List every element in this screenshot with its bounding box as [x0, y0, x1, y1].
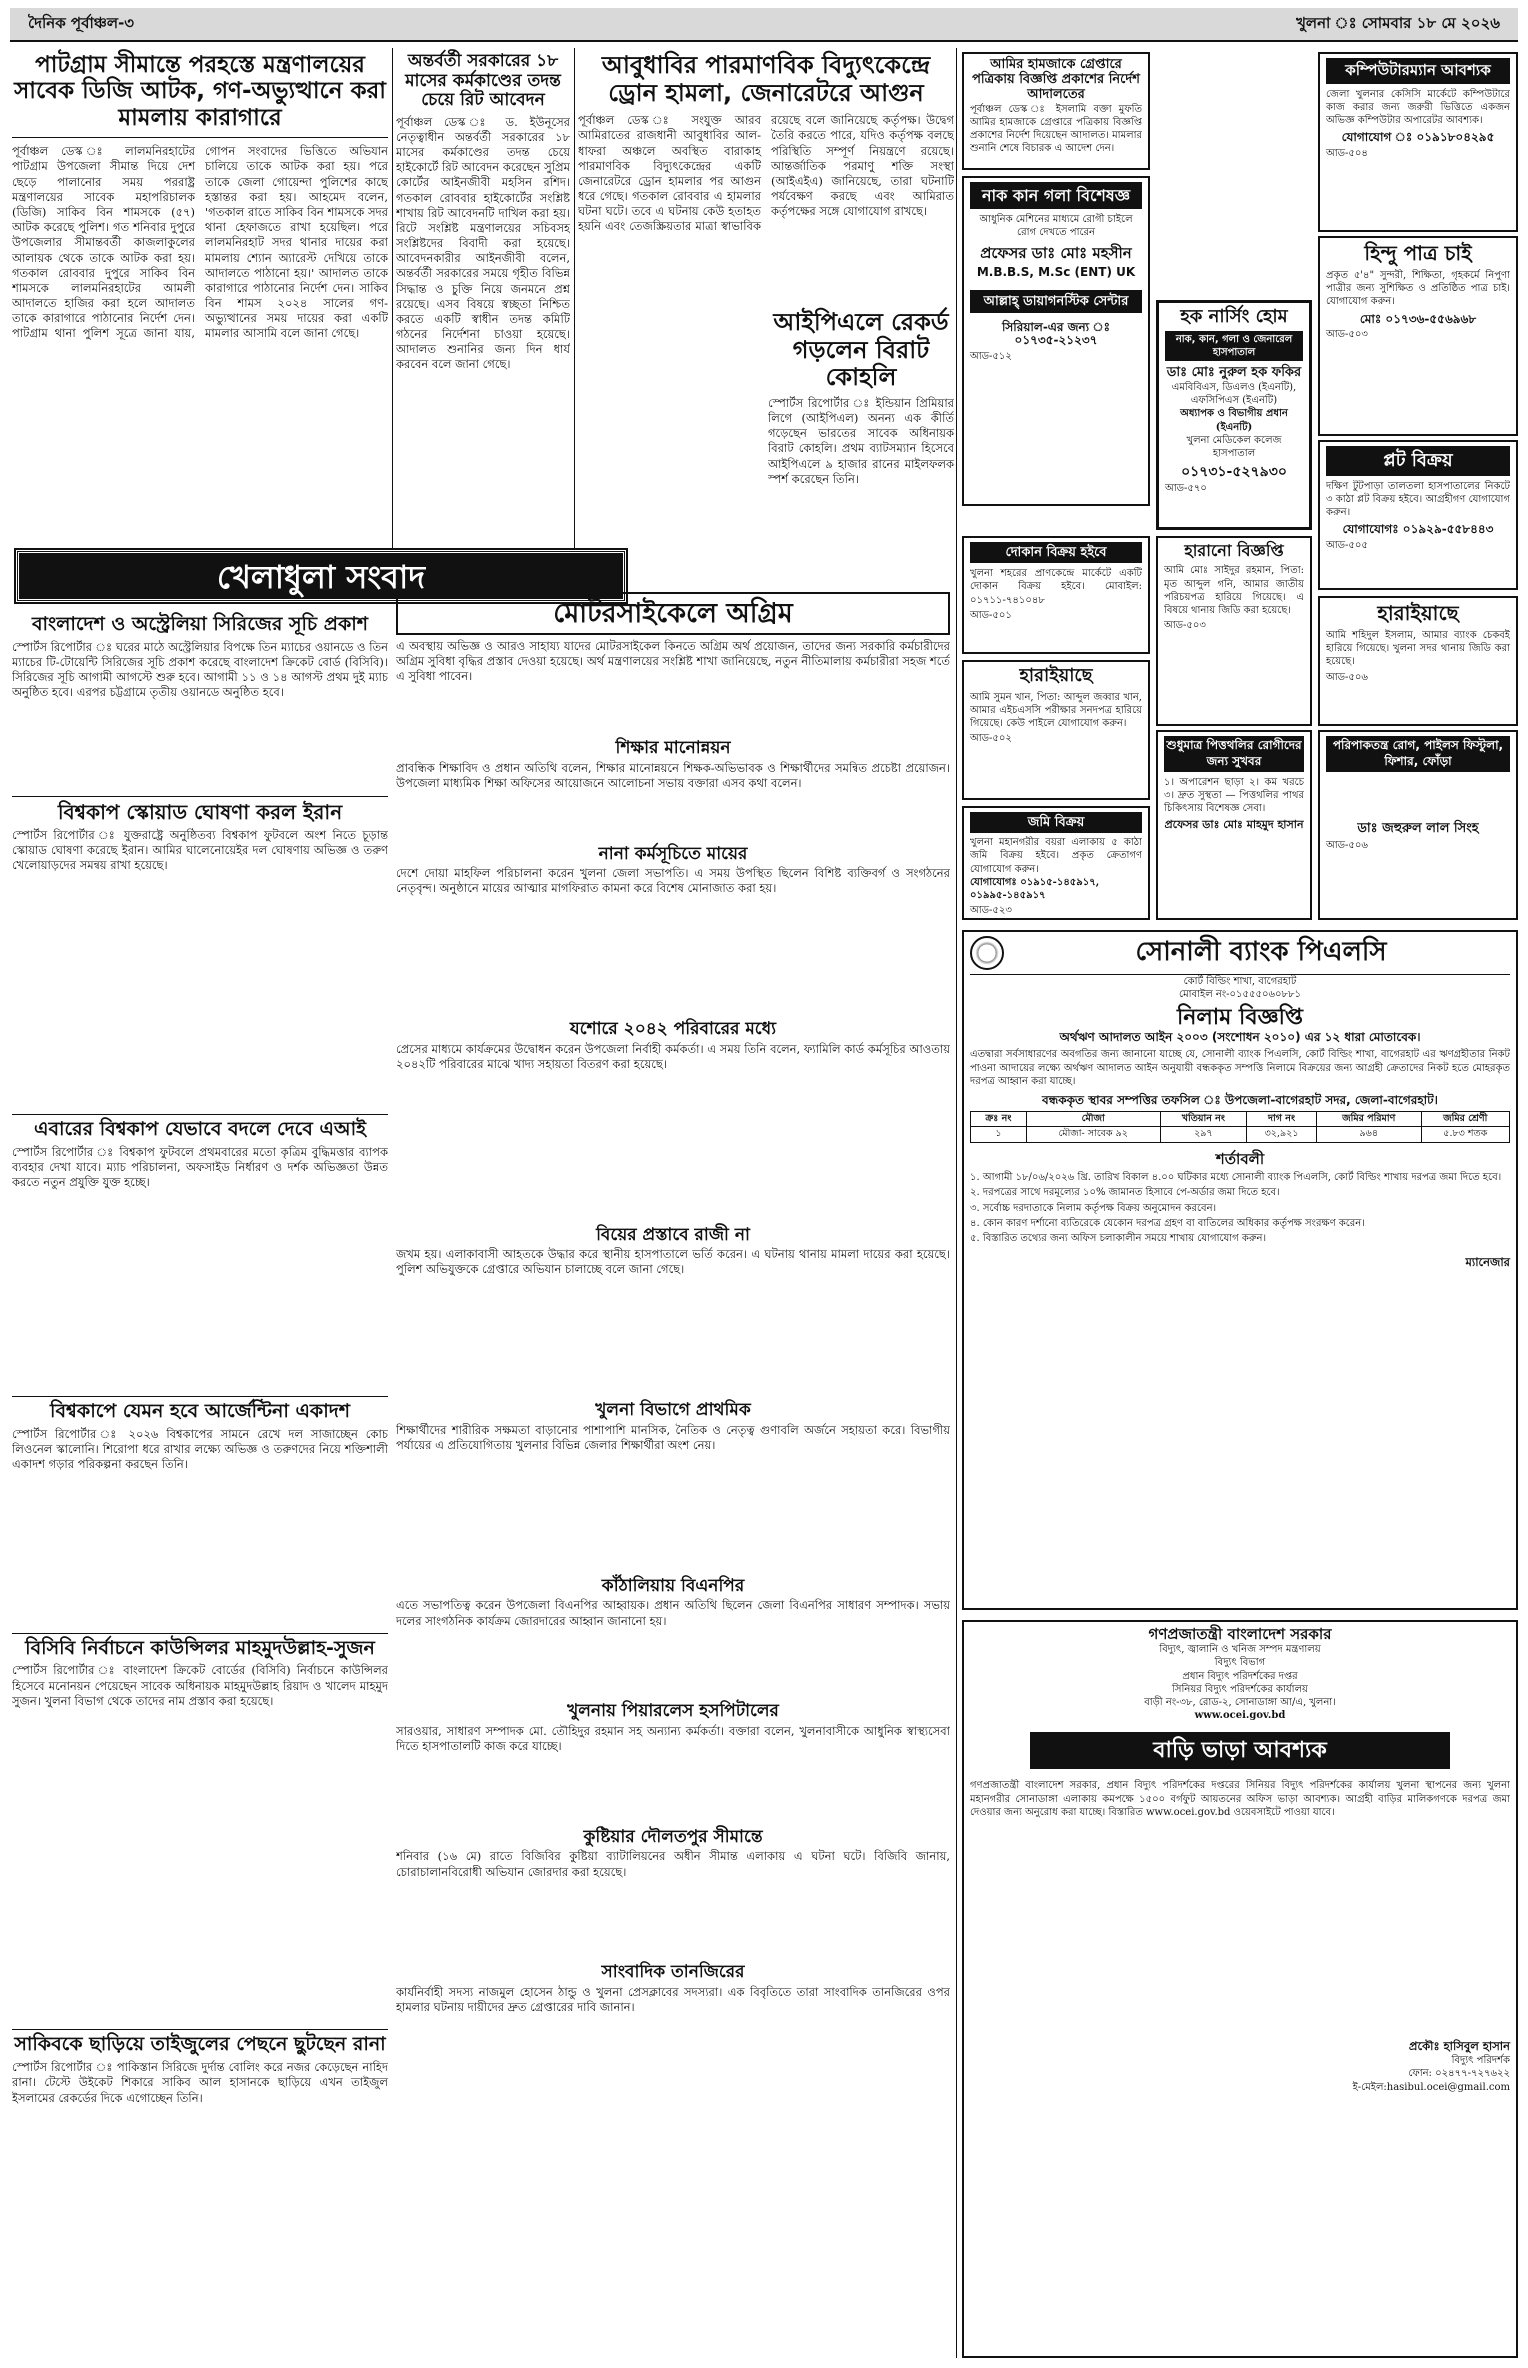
notice-govt-house-rent: [962, 1620, 1518, 2358]
article-text: পূর্বাঞ্চল ডেস্ক ঃ লালমনিরহাটের পাটগ্রাম উপজেলা সীমান্ত দিয়ে দেশ ছেড়ে পালানোর সময় পররাষ্ট্র মন্ত্রণালয়ের সাবেক মহাপরিচালক (ডিজি) সাকিব বিন শামসকে (৫৭) আটক করেছে পুলিশ। গত শনিবার দুপুরে উপজেলার সীমান্তবর্তী কাজলাকুলের আলায়ক থেকে তাকে আটক করা হয়। গতকাল রোববার দুপুরে সাকিব বিন শামসকে লালমনিরহাটের আমলী আদালতে হাজির করা হলে আদালত তাকে কারাগারে পাঠানোর নির্দেশ দেন। পাটগ্রাম থানা পুলিশ সূত্রে জানা যায়, গোপন সংবাদের ভিত্তিতে অভিযান চালিয়ে তাকে আটক করা হয়। পরে তাকে জেলা গোয়েন্দা পুলিশের কাছে হস্তান্তর করা হয়।: [12, 144, 388, 341]
ad-title: দোকান বিক্রয় হইবে: [970, 542, 1142, 563]
notice-title: আমির হামজাকে গ্রেপ্তারে পত্রিকায় বিজ্ঞপ্তি প্রকাশের নির্দেশ আদালতের: [972, 57, 1140, 102]
ad-title: হক নার্সিং হোম: [1180, 306, 1288, 327]
article-text: আবেদনকারীর আইনজীবী বলেন, অন্তর্বর্তী সরকারের সময়ে গৃহীত বিভিন্ন সিদ্ধান্ত ও চুক্তি নিয়ে জনমনে প্রশ্ন রয়েছে। এসব বিষয়ে স্বচ্ছতা নিশ্চিত করতে একটি স্বাধীন তদন্ত কমিটি গঠনের নির্দেশনা চাওয়া হয়েছে। আদালত শুনানির জন্য দিন ধার্য করবেন বলে জানা গেছে।: [396, 251, 570, 372]
ad-nursing: [1156, 300, 1312, 530]
headline-peerless: খুলনায় পিয়ারলেস হসপিটালের: [567, 1701, 779, 1722]
govt-office: প্রধান বিদ্যুৎ পরিদর্শকের দপ্তর: [1182, 1670, 1298, 1682]
table-header-cell: মৌজা: [1026, 1111, 1160, 1127]
ad-body: আমি মোঃ সাইদুর রহমান, পিতা: মৃত আব্দুল গনি, আমার জাতীয় পরিচয়পত্র হারিয়ে গিয়েছে। এ বিষয়ে থানায় জিডি করা হয়েছে।: [1164, 565, 1304, 616]
ad-title: নাক কান গলা বিশেষজ্ঞ: [970, 182, 1142, 209]
term-item: ৪. কোন কারণ দর্শানো ব্যতিরেকে যেকোন দরপত্র গ্রহণ বা বাতিলের অধিকার কর্তৃপক্ষ সংরক্ষণ করেন।: [970, 1217, 1365, 1229]
ad-title: জমি বিক্রয়: [970, 812, 1142, 833]
ad-phone: যোগাযোগঃ ০১৯২৯-৫৫৮৪৪৩: [1342, 522, 1494, 537]
bank-name: সোনালী ব্যাংক পিএলসি: [1135, 937, 1387, 968]
column-rule: [956, 48, 957, 2358]
table-header-cell: ক্রঃ নং: [971, 1111, 1027, 1127]
auction-sub: অর্থঋণ আদালত আইন ২০০৩ (সংশোধন ২০১০) এর ১২ ধারা মোতাবেক।: [1059, 1029, 1421, 1044]
article-jessore: প্রেসের মাধ্যমে কার্যক্রমের উদ্বোধন করেন উপজেলা নির্বাহী কর্মকর্তা। এ সময় তিনি বলেন, ফ্যামিলি কার্ড কর্মসূচির আওতায় ২০৪২টি পরিবারের মাঝে খাদ্য সহায়তা বিতরণ করা হয়েছে।: [396, 1041, 950, 1071]
masthead: [10, 8, 1518, 42]
ad-title: হারাইয়াছে: [1377, 601, 1459, 625]
govt-ad-body: গণপ্রজাতন্ত্রী বাংলাদেশ সরকার, প্রধান বিদ্যুৎ পরিদর্শকের দপ্তরের সিনিয়র বিদ্যুৎ পরিদর্শকের কার্যালয় খুলনা স্থাপনের জন্য খুলনা মহানগরীর সোনাডাঙ্গা এলাকায় কমপক্ষে ১৫০০ বর্গফুট আয়তনের অফিস ভাড়া আবশ্যক। আগ্রহী বাড়ির মালিকগণকে দরপত্র জমা দেওয়ার জন্য অনুরোধ করা যাচ্ছে। বিস্তারিত www.ocei.gov.bd ওয়েবসাইটে পাওয়া যাবে।: [970, 1780, 1510, 1818]
ad-number: আড-৫০৬: [1326, 839, 1368, 851]
column-abudhabi: [578, 48, 954, 548]
ad-lost-right: [1318, 596, 1518, 726]
ad-body: আমি শহিদুল ইসলাম, আমার ব্যাংক চেকবই হারিয়ে গিয়েছে। খুলনা সদর থানায় জিডি করা হয়েছে।: [1326, 630, 1510, 668]
term-item: ৫. বিস্তারিত তথ্যের জন্য অফিস চলাকালীন সময়ে শাখায় যোগাযোগ করুন।: [970, 1232, 1267, 1244]
article-patgram: [12, 144, 388, 584]
ad-sub: আধুনিক মেশিনের মাধ্যমে রোগী চাইলে রোগ দেখতে পারেন: [979, 214, 1133, 239]
bank-mobile: মোবাইল নং-০১৫৫৫০৬০৮৮১: [1179, 989, 1301, 1001]
article-text: আহমেদ বলেন, 'গতকাল রাতে সাকিব বিন শামসকে সদর থানা হেফাজতে রাখা হয়েছিল। পরে লালমনিরহাট সদর থানার দায়ের করা মামলায় শ্যোন অ্যারেস্ট দেখিয়ে তাকে আদালতে পাঠানো হয়।' আদালত তাকে কারাগারে পাঠানোর নির্দেশ দেন। সাকিব বিন শামস ২০২৪ সালের গণ-অভ্যুত্থানের সময় দায়ের করা একটি মামলার আসামি বলে জানা গেছে।: [205, 189, 388, 341]
govt-sub-office: সিনিয়র বিদ্যুৎ পরিদর্শকের কার্যালয়: [1172, 1683, 1308, 1695]
govt-title: গণপ্রজাতন্ত্রী বাংলাদেশ সরকার: [1148, 1625, 1332, 1643]
govt-signer-title: বিদ্যুৎ পরিদর্শক: [1451, 2055, 1510, 2067]
ad-title: হিন্দু পাত্র চাই: [1364, 241, 1472, 265]
article-primary: শিক্ষার্থীদের শারীরিক সক্ষমতা বাড়ানোর পাশাপাশি মানসিক, নৈতিক ও নেতৃত্ব গুণাবলি অর্জনে সহায়তা করে। বিভাগীয় পর্যায়ের এ প্রতিযোগিতায় খুলনার বিভিন্ন জেলার শিক্ষার্থীরা অংশ নেয়।: [396, 1422, 950, 1452]
article-text: পূর্বাঞ্চল ডেস্ক ঃ ড. ইউনূসের নেতৃত্বাধীন অন্তর্বর্তী সরকারের ১৮ মাসের কর্মকাণ্ডের তদন্ত চেয়ে হাইকোর্টে রিট আবেদন করেছেন সুপ্রিম কোর্টের আইনজীবী মহসিন রশিদ। গতকাল রোববার হাইকোর্টের সংশ্লিষ্ট শাখায় রিট আবেদনটি দাখিল করা হয়। রিটে সংশ্লিষ্ট মন্ত্রণালয়ের সচিবসহ সংশ্লিষ্টদের বিবাদী করা হয়েছে।: [396, 114, 570, 251]
ad-body: আমি সুমন খান, পিতা: আব্দুল জব্বার খান, আমার এইচএসসি পরীক্ষার সনদপত্র হারিয়ে গিয়েছে। কেউ পাইলে যোগাযোগ করুন।: [970, 691, 1142, 730]
table-cell: ১: [971, 1127, 1027, 1143]
column-middle: [396, 552, 950, 2358]
headline-daulatpur: কুষ্টিয়ার দৌলতপুর সীমান্তে: [583, 1826, 763, 1847]
notice-hamza: [962, 52, 1150, 170]
article-iran: স্পোর্টস রিপোর্টার ঃ যুক্তরাষ্ট্রে অনুষ্ঠিতব্য বিশ্বকাপ ফুটবলে অংশ নিতে চূড়ান্ত স্কোয়াড ঘোষণা করেছে ইরান। আমির ঘালেনোয়েইর দল ঘোষণায় অভিজ্ঞ ও তরুণ খেলোয়াড়দের সমন্বয় রাখা হয়েছে।: [12, 827, 388, 873]
table-cell: মৌজা- সাবেক ৯২: [1026, 1127, 1160, 1143]
headline-journalist: সাংবাদিক তানজিরের: [601, 1962, 745, 1983]
term-item: ২. দরপত্রের সাথে দরমূল্যের ১০% জামানত হিসাবে পে-অর্ডার জমা দিতে হবে।: [970, 1187, 1280, 1199]
article-text: পূর্বাঞ্চল ডেস্ক ঃ সংযুক্ত আরব আমিরাতের রাজধানী আবুধাবির আল-ধাফরা অঞ্চলে অবস্থিত বারাকাহ পারমাণবিক বিদ্যুৎকেন্দ্রের একটি জেনারেটরে ড্রোন হামলার পর আগুন ধরে গেছে। গতকাল রোববার এ হামলার ঘটনা ঘটে। তবে এ ঘটনায় কেউ হতাহত হয়নি এবং তেজস্ক্রিয়তার মাত্রা স্বাভাবিক রয়েছে বলে জানিয়েছে কর্তৃপক্ষ।: [578, 113, 921, 234]
headline-kohli: আইপিএলে রেকর্ড গড়লেন বিরাট কোহলি: [773, 308, 949, 392]
ad-body: ১। অপারেশন ছাড়া ২। কম খরচে ৩। দ্রুত সুস্থতা — পিত্তথলির পাথর চিকিৎসায় বিশেষজ্ঞ সেবা।: [1164, 776, 1304, 815]
article-mother: দেশে দোয়া মাহফিল পরিচালনা করেন খুলনা জেলা সভাপতি। এ সময় উপস্থিত ছিলেন বিশিষ্ট ব্যক্তিবর্গ ও সংগঠনের নেতৃবৃন্দ। অনুষ্ঠানে মায়ের আত্মার মাগফিরাত কামনা করে বিশেষ মোনাজাত করা হয়।: [396, 866, 950, 896]
column-writ: [396, 48, 570, 548]
masthead-right: খুলনা ঃ সোমবার ১৮ মে ২০২৬: [1296, 14, 1500, 33]
ad-doctor: প্রফেসর ডাঃ মোঃ মহসীন: [980, 244, 1132, 263]
ad-gallbladder: [1156, 730, 1312, 920]
ad-title: হারাইয়াছে: [1019, 665, 1093, 686]
column-rule: [392, 48, 393, 548]
ad-degree: এমবিবিএস, ডিএলও (ইএনটি), এফসিপিএস (ইএনটি): [1171, 382, 1297, 407]
article-text: উদ্বেগ তৈরি করতে পারে, যদিও কর্তৃপক্ষ বলছে পরিস্থিতি সম্পূর্ণ নিয়ন্ত্রণে রয়েছে। আন্তর্জাতিক পরমাণু শক্তি সংস্থা (আইএইএ) জানিয়েছে, তারা ঘটনাটি পর্যবেক্ষণ করছে এবং আমিরাত কর্তৃপক্ষের সঙ্গে যোগাযোগ রাখছে।: [771, 113, 954, 219]
table-header-cell: জমির শ্রেণী: [1421, 1111, 1509, 1127]
ad-number: আড-৫৭০: [1165, 483, 1207, 495]
ad-number: আড-৫০১: [970, 609, 1012, 621]
ad-center: আল্লাহ্‌ ডায়াগনস্টিক সেন্টার: [970, 290, 1142, 313]
article-peerless: সারওয়ার, সাধারণ সম্পাদক মো. তৌহিদুর রহমান সহ অন্যান্য কর্মকর্তা। বক্তারা বলেন, খুলনাবাসীকে আধুনিক স্বাস্থ্যসেবা দিতে হাসপাতালটি কাজ করে যাচ্ছে।: [396, 1723, 950, 1754]
ad-title: পরিপাকতন্ত্র রোগ, পাইলস ফিস্টুলা, ফিশার, ফোঁড়া: [1326, 736, 1510, 772]
table-cell: ৫.৮৩ শতক: [1421, 1127, 1509, 1143]
article-series: স্পোর্টস রিপোর্টার ঃ ঘরের মাঠে অস্ট্রেলিয়ার বিপক্ষে তিন ম্যাচের ওয়ানডে ও তিন ম্যাচের টি-টোয়েন্টি সিরিজের সূচি প্রকাশ করেছে বাংলাদেশ ক্রিকেট বোর্ড (বিসিবি)। সিরিজের সূচি আগামী আগস্টে শুরু হবে। আগামী ১১ ও ১৪ আগস্ট প্রথম দুই ম্যাচ অনুষ্ঠিত হবে। এরপর চট্টগ্রামে তৃতীয় ওয়ানডে অনুষ্ঠিত হবে।: [12, 639, 388, 700]
ad-body: জেলা খুলনার কেসিসি মার্কেটে কম্পিউটারে কাজ করার জন্য জরুরী ভিত্তিতে একজন অভিজ্ঞ কম্পিউটার অপারেটর আবশ্যক।: [1326, 88, 1510, 127]
govt-phone: ফোন: ০২৪৭৭-৭২৭৬২২: [1408, 2068, 1510, 2080]
ad-number: আড-৫১২: [970, 351, 1012, 363]
ad-number: আড-৫০৩: [1164, 620, 1206, 632]
ad-land: [962, 806, 1150, 920]
ad-title: প্লট বিক্রয়: [1326, 446, 1510, 476]
auction-signer: ম্যানেজার: [1465, 1255, 1510, 1270]
term-item: ৩. সর্বোচ্চ দরদাতাকে নিলাম কর্তৃপক্ষ বিক্রয় অনুমোদন করবেন।: [970, 1202, 1217, 1214]
terms-title: শর্তাবলী: [1215, 1149, 1265, 1168]
ad-body: প্রকৃত ৫'৪" সুন্দরী, শিক্ষিতা, গৃহকর্মে নিপুণা পাত্রীর জন্য সুশিক্ষিত ও প্রতিষ্ঠিত পাত্র চাই। যোগাযোগ করুন।: [1326, 270, 1510, 308]
ad-ent: [962, 176, 1150, 506]
headline-bcb: বিসিবি নির্বাচনে কাউন্সিলর মাহমুদউল্লাহ-সুজন: [12, 1633, 388, 1660]
headline-writ: অন্তর্বর্তী সরকারের ১৮ মাসের কর্মকাণ্ডের তদন্ত চেয়ে রিট আবেদন: [405, 51, 561, 111]
ad-hospital: খুলনা মেডিকেল কলেজ হাসপাতাল: [1186, 434, 1282, 459]
article-writ: [396, 115, 570, 535]
property-table: [970, 1111, 1510, 1143]
ad-number: আড-৫০২: [970, 733, 1012, 745]
ad-number: আড-৫০৬: [1326, 671, 1368, 683]
ad-doctor: ডাঃ মোঃ নুরুল হক ফকির: [1166, 365, 1302, 381]
headline-primary: খুলনা বিভাগে প্রাথমিক: [595, 1400, 751, 1421]
govt-website: www.ocei.gov.bd: [1194, 1710, 1286, 1722]
ad-bride: [1318, 236, 1518, 436]
column-sports: [12, 612, 388, 2358]
govt-division: বিদ্যুৎ বিভাগ: [1214, 1657, 1266, 1669]
terms-list: [970, 1171, 1510, 1245]
article-kathalia: এতে সভাপতিত্ব করেন উপজেলা বিএনপির আহ্বায়ক। প্রধান অতিথি ছিলেন জেলা বিএনপির সাধারণ সম্পাদক। সভায় দলের সাংগঠনিক কার্যক্রম জোরদারের আহ্বান জানানো হয়।: [396, 1598, 950, 1628]
ad-number: আড-৫২৩: [970, 905, 1012, 917]
table-cell: ৩২,৯২১: [1247, 1127, 1317, 1143]
ad-body: খুলনা মহানগরীর বয়রা এলাকায় ৫ কাঠা জমি বিক্রয় হইবে। প্রকৃত ক্রেতাগণ যোগাযোগ করুন।: [970, 837, 1142, 875]
ad-title: কম্পিউটারম্যান আবশ্যক: [1326, 58, 1510, 84]
headline-motorcycle: মোটরসাইকেলে অগ্রিম: [396, 592, 950, 635]
headline-education: শিক্ষার মানোন্নয়ন: [615, 738, 731, 759]
ad-sub: নাক, কান, গলা ও জেনারেল হাসপাতাল: [1165, 331, 1303, 361]
ad-phone: ০১৭৩১-৫২৭৯৩০: [1181, 464, 1287, 481]
govt-ministry: বিদ্যুৎ, জ্বালানি ও খনিজ সম্পদ মন্ত্রণালয়: [1159, 1644, 1321, 1656]
headline-series: বাংলাদেশ ও অস্ট্রেলিয়া সিরিজের সূচি প্রকাশ: [31, 613, 369, 635]
headline-kathalia: কাঁঠালিয়ায় বিএনপির: [601, 1575, 745, 1596]
bank-logo-icon: [970, 936, 1004, 970]
article-daulatpur: শনিবার (১৬ মে) রাতে বিজিবির কুষ্টিয়া ব্যাটালিয়নের অধীন সীমান্ত এলাকায় এ ঘটনা ঘটে। বিজিবি জানায়, চোরাচালানবিরোধী অভিযান জোরদার করা হয়েছে।: [396, 1849, 950, 1879]
notice-sonali-auction: [962, 930, 1518, 1610]
table-header-cell: জমির পরিমাণ: [1316, 1111, 1421, 1127]
ad-shop: [962, 536, 1150, 654]
property-table-title: বন্ধককৃত স্থাবর সম্পত্তির তফসিল ঃ উপজেলা-বাগেরহাট সদর, জেলা-বাগেরহাট।: [1042, 1093, 1438, 1108]
ad-piles: [1318, 730, 1518, 920]
table-cell: ৯৬৪: [1316, 1127, 1421, 1143]
article-rana: স্পোর্টস রিপোর্টার ঃ পাকিস্তান সিরিজে দুর্দান্ত বোলিং করে নজর কেড়েছেন নাহিদ রানা। টেস্টে উইকেট শিকারে সাকিব আল হাসানকে ছাড়িয়ে এখন তাইজুল ইসলামের রেকর্ডের দিকে এগোচ্ছেন তিনি।: [12, 2060, 388, 2105]
ad-doctor: প্রফেসর ডাঃ মোঃ মাহমুদ হাসান: [1164, 818, 1304, 832]
ad-degree: M.B.B.S, M.Sc (ENT) UK: [976, 264, 1136, 279]
govt-signature: [970, 2039, 1510, 2094]
headline-jessore: যশোরে ২০৪২ পরিবারের মধ্যে: [569, 1019, 777, 1040]
ad-plot: [1318, 440, 1518, 590]
headline-abudhabi: আবুধাবির পারমাণবিক বিদ্যুৎকেন্দ্রে ড্রোন হামলা, জেনারেটরে আগুন: [601, 51, 931, 107]
headline-rana: সাকিবকে ছাড়িয়ে তাইজুলের পেছনে ছুটছেন রানা: [12, 2029, 388, 2056]
govt-ad-title: বাড়ি ভাড়া আবশ্যক: [1030, 1732, 1450, 1769]
ad-number: আড-৫০৪: [1326, 148, 1368, 160]
sports-section-bar: খেলাধুলা সংবাদ: [16, 550, 626, 602]
ad-title: হারানো বিজ্ঞপ্তি: [1184, 541, 1284, 560]
ad-body: খুলনা শহরের প্রাণকেন্দ্রে মার্কেটে একটি দোকান বিক্রয় হইবে। মোবাইল: ০১৭১১-৭৪১০৪৮: [970, 568, 1142, 606]
table-row: [971, 1127, 1510, 1143]
govt-email: ই-মেইল:hasibul.ocei@gmail.com: [1352, 2081, 1510, 2093]
bank-branch: কোর্ট বিল্ডিং শাখা, বাগেরহাট: [1183, 976, 1297, 987]
ad-doctor: ডাঃ জহুরুল লাল সিংহ: [1357, 820, 1479, 836]
headline-mother: নানা কর্মসূচিতে মায়ের: [598, 843, 748, 864]
ad-phone: যোগাযোগ ঃ ০১৯১৮০৪২৯৫: [1341, 130, 1495, 145]
masthead-left: দৈনিক পূর্বাঞ্চল-৩: [28, 14, 135, 33]
headline-ai: এবারের বিশ্বকাপ যেভাবে বদলে দেবে এআই: [12, 1114, 388, 1141]
table-header-cell: খতিয়ান নং: [1160, 1111, 1247, 1127]
ad-lost: [962, 660, 1150, 800]
article-marriage: জখম হয়। এলাকাবাসী আহতকে উদ্ধার করে স্থানীয় হাসপাতালে ভর্তি করেন। এ ঘটনায় থানায় মামলা দায়ের করা হয়েছে। পুলিশ অভিযুক্তকে গ্রেপ্তারে অভিযান চালাচ্ছে বলে জানা গেছে।: [396, 1247, 950, 1277]
column-rule: [574, 48, 575, 548]
article-kohli: স্পোর্টস রিপোর্টার ঃ ইন্ডিয়ান প্রিমিয়ার লিগে (আইপিএল) অনন্য এক কীর্তি গড়েছেন ভারতের সাবেক অধিনায়ক বিরাট কোহলি। প্রথম ব্যাটসম্যান হিসেবে আইপিএলে ৯ হাজার রানের মাইলফলক স্পর্শ করেছেন তিনি।: [768, 395, 954, 486]
ad-number: আড-৫০৫: [1326, 540, 1368, 552]
article-motorcycle: এ অবস্থায় অভিজ্ঞ ও আরও সাহায্য যাদের মোটরসাইকেল কিনতে অগ্রিম অর্থ প্রয়োজন, তাদের জন্য সরকারি কর্মচারীদের অগ্রিম সুবিধা বৃদ্ধির প্রস্তাব দেওয়া হয়েছে। অর্থ মন্ত্রণালয়ের সংশ্লিষ্ট শাখা জানিয়েছে, নতুন নীতিমালায় কর্মচারীরা সহজ শর্তে এ সুবিধা পাবেন।: [396, 639, 950, 684]
bank-header: [970, 936, 1510, 975]
article-argentina: স্পোর্টস রিপোর্টার ঃ ২০২৬ বিশ্বকাপের সামনে রেখে দল সাজাচ্ছেন কোচ লিওনেল স্কালোনি। শিরোপা ধরে রাখার লক্ষ্যে অভিজ্ঞ ও তরুণদের নিয়ে শক্তিশালী একাদশ গড়ার পরিকল্পনা করছেন তিনি।: [12, 1426, 388, 1471]
term-item: ১. আগামী ১৮/০৬/২০২৬ খ্রি. তারিখ বিকাল ৪.০০ ঘটিকার মধ্যে সোনালী ব্যাংক পিএলসি, কোর্ট বিল্ডিং শাখায় দরপত্র জমা দিতে হবে।: [970, 1172, 1502, 1184]
table-cell: ২৯৭: [1160, 1127, 1247, 1143]
article-abudhabi: [578, 113, 954, 303]
table-header-cell: দাগ নং: [1247, 1111, 1317, 1127]
ad-phone: সিরিয়াল-এর জন্য ঃ ০১৭৩৫-২১২৩৭: [1001, 319, 1111, 348]
ad-body: দক্ষিণ টুটপাড়া তালতলা হাসপাতালের নিকটে ৩ কাঠা প্লট বিক্রয় হইবে। আগ্রহীগণ যোগাযোগ করুন।: [1326, 480, 1510, 519]
ad-computer: [1318, 52, 1518, 232]
auction-body: এতদ্বারা সর্বসাধারণের অবগতির জন্য জানানো যাচ্ছে যে, সোনালী ব্যাংক পিএলসি, কোর্ট বিল্ডিং শাখা, বাগেরহাট এর ঋণগ্রহীতার নিকট পাওনা আদায়ের লক্ষ্যে অর্থঋণ আদালত আইন অনুযায়ী বন্ধককৃত সম্পত্তি নিলামে বিক্রয়ের জন্য আগ্রহী ক্রেতাদের নিকট হতে মোহরকৃত দরপত্র আহ্বান করা যাচ্ছে।: [970, 1049, 1510, 1087]
headline-patgram: পাটগ্রাম সীমান্তে পরহস্তে মন্ত্রণালয়ের সাবেক ডিজি আটক, গণ-অভ্যুত্থানে করা মামলায় কারাগারে: [12, 48, 388, 138]
ad-lost-notice: [1156, 536, 1312, 726]
ad-phone: মোঃ ০১৭৩৬-৫৫৬৯৬৮: [1359, 311, 1477, 326]
auction-title: নিলাম বিজ্ঞপ্তি: [1176, 1005, 1304, 1031]
table-header-row: [971, 1111, 1510, 1127]
ad-title: শুধুমাত্র পিত্তথলির রোগীদের জন্য সুখবর: [1164, 736, 1304, 772]
article-education: প্রাবন্ধিক শিক্ষাবিদ ও প্রধান অতিথি বলেন, শিক্ষার মানোন্নয়নে শিক্ষক-অভিভাবক ও শিক্ষার্থীদের সমন্বিত প্রচেষ্টা প্রয়োজন। উপজেলা মাধ্যমিক শিক্ষা অফিসের আয়োজনে আলোচনা সভায় বক্তারা এসব কথা বলেন।: [396, 760, 950, 790]
headline-argentina: বিশ্বকাপে যেমন হবে আর্জেন্টিনা একাদশ: [12, 1396, 388, 1423]
headline-marriage: বিয়ের প্রস্তাবে রাজী না: [596, 1224, 750, 1245]
headline-iran: বিশ্বকাপ স্কোয়াড ঘোষণা করল ইরান: [12, 796, 388, 824]
govt-signer: প্রকৌঃ হাসিবুল হাসান: [1408, 2038, 1510, 2053]
ad-phone: যোগাযোগঃ ০১৯১৫-১৪৫৯১৭, ০১৯৯৫-১৪৫৯১৭: [970, 876, 1100, 901]
article-bcb: স্পোর্টস রিপোর্টার ঃ বাংলাদেশ ক্রিকেট বোর্ডের (বিসিবি) নির্বাচনে কাউন্সিলর হিসেবে মনোনয়ন পেয়েছেন সাবেক অধিনায়ক মাহমুদউল্লাহ রিয়াদ ও খালেদ মাহমুদ সুজন। খুলনা বিভাগ থেকে তাদের নাম প্রস্তাব করা হয়েছে।: [12, 1663, 388, 1708]
ad-role: অধ্যাপক ও বিভাগীয় প্রধান (ইএনটি): [1180, 408, 1288, 433]
govt-address: বাড়ী নং-৩৮, রোড-২, সোনাডাঙ্গা আ/এ, খুলনা।: [1144, 1697, 1336, 1708]
article-ai: স্পোর্টস রিপোর্টার ঃ বিশ্বকাপ ফুটবলে প্রথমবারের মতো কৃত্রিম বুদ্ধিমত্তার ব্যাপক ব্যবহার দেখা যাবে। ম্যাচ পরিচালনা, অফসাইড নির্ধারণ ও দর্শক অভিজ্ঞতা উন্নত করতে নতুন প্রযুক্তি যুক্ত হচ্ছে।: [12, 1144, 388, 1190]
ad-number: আড-৫০৩: [1326, 329, 1368, 341]
notice-body: পূর্বাঞ্চল ডেস্ক ঃ ইসলামি বক্তা মুফতি আমির হামজাকে গ্রেপ্তারে পত্রিকায় বিজ্ঞপ্তি প্রকাশের নির্দেশ দিয়েছেন আদালত। মামলার শুনানি শেষে বিচারক এ আদেশ দেন।: [970, 103, 1142, 155]
article-journalist: কার্যনির্বাহী সদস্য নাজমুল হোসেন ঠান্ডু ও খুলনা প্রেসক্লাবের সদস্যরা। এক বিবৃতিতে তারা সাংবাদিক তানজিরের ওপর হামলার ঘটনায় দায়ীদের দ্রুত গ্রেপ্তারের দাবি জানান।: [396, 1984, 950, 2015]
